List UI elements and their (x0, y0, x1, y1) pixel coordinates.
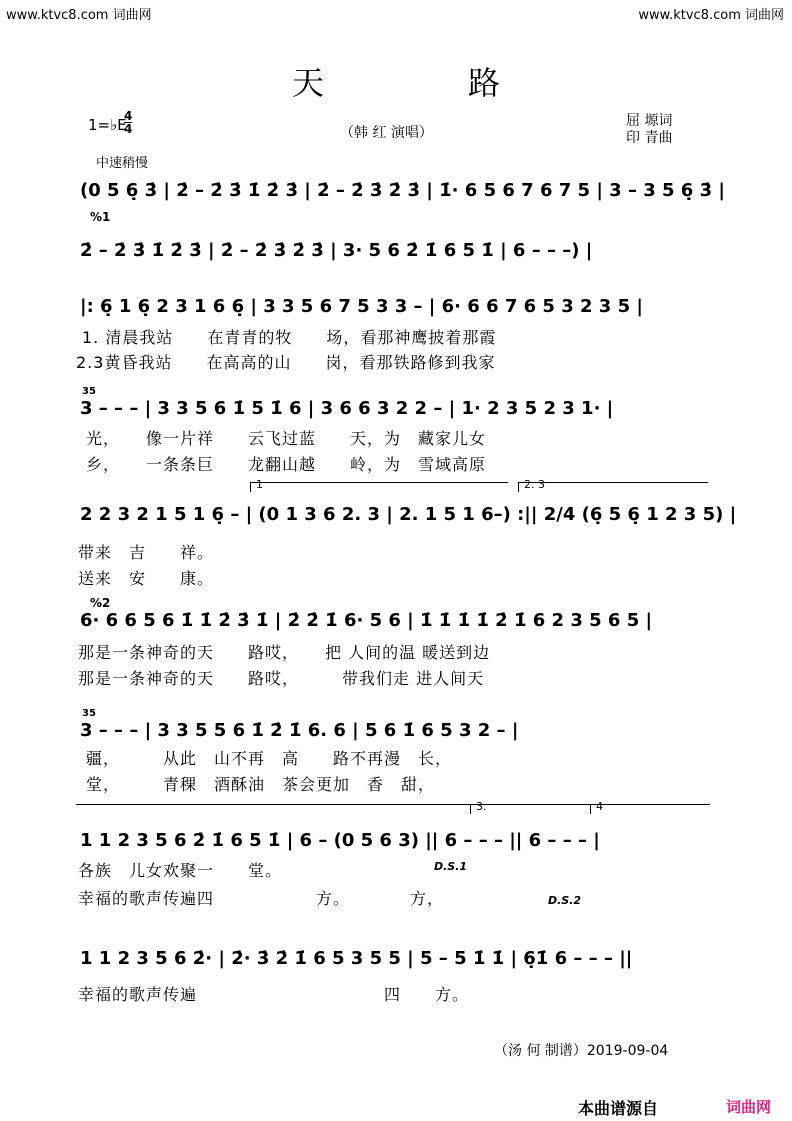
segno-mark-2: %2 (90, 596, 111, 610)
lyric-row-6-verse-2: 那是一条神奇的天 路哎， 带我们走 进人间天 (78, 669, 485, 688)
lyric-row-7-verse-1: 疆， 从此 山不再 高 路不再漫 长， (86, 749, 453, 768)
source-label: 本曲谱源自 (578, 1099, 659, 1118)
volta-4-label: 4 (596, 800, 603, 813)
brand-logo[interactable]: 词曲网 (726, 1098, 772, 1116)
key-signature: 1=♭E (88, 116, 127, 134)
transcription-credit: （汤 何 制谱）2019-09-04 (494, 1043, 669, 1059)
lyric-row-9: 幸福的歌声传遍 四 方。 (78, 985, 470, 1004)
volta-3-label: 3. (476, 800, 487, 813)
time-signature (124, 110, 132, 135)
lyricist: 屈 塬词 (626, 113, 673, 129)
lyric-row-4-verse-2: 乡， 一条条巨 龙翻山越 岭，为 雪域高原 (86, 455, 487, 474)
watermark-left: www.ktvc8.com 词曲网 (6, 8, 152, 23)
volta-bracket-2 (518, 482, 708, 483)
volta-bracket-2-tick (518, 482, 519, 492)
notation-row-1: (0 5 6̣ 3̇ | 2̇ – 2̇ 3̇ 1̇ 2̇ 3̇ | 2̇ – 2̇ 3̇ 2̇ 3̇ | 1̇· 6 5 6 7 6 7 5 | 3 – 3 5 6̣ 3̇ | (80, 180, 725, 201)
notation-row-8: 1 1 2 3 5 6 2̇ 1̇ 6 5 1̇ | 6 – (0 5 6 3) || 6 – – – || 6 – – – | (80, 830, 600, 851)
title-char-2: 路 (468, 64, 505, 102)
lyric-row-5-verse-1: 带来 吉 祥。 (78, 543, 215, 562)
volta-1-label: 1 (256, 478, 263, 491)
volta-bracket-1-tick (250, 482, 251, 492)
ds-1-mark: D.S.1 (434, 860, 468, 873)
lyric-row-5-verse-2: 送来 安 康。 (78, 569, 215, 588)
lyric-row-4-verse-1: 光， 像一片祥 云飞过蓝 天，为 藏家儿女 (86, 429, 487, 448)
notation-row-7: 3 – – – | 3 3 5 5 6 1̇ 2̇ 1̇ 6. 6 | 5 6 1̇ 6 5 3 2 – | (80, 720, 519, 741)
notation-row-2: 2̇ – 2̇ 3̇ 1̇ 2̇ 3̇ | 2̇ – 2̇ 3̇ 2̇ 3̇ | 3· 5 6 2̇ 1̇ 6 5 1̇ | 6 – – –) | (80, 240, 593, 261)
notation-row-5: 2 2 3 2 1 5 1 6̣ – | (0 1 3 6 2. 3 | 2. 1 5 1 6–) :|| 2/4 (6̣ 5 6̣ 1 2 3 5) | (80, 504, 737, 525)
section-divider (76, 804, 710, 805)
time-sig-top: 4 (124, 109, 133, 123)
time-sig-bottom: 4 (124, 122, 133, 136)
volta-2-label: 2. 3 (524, 478, 545, 491)
tempo-marking: 中速稍慢 (96, 156, 149, 171)
volta-bracket-4-tick (590, 804, 591, 814)
segno-mark-1: %1 (90, 210, 111, 224)
composer: 印 青曲 (626, 130, 673, 146)
lyric-row-7-verse-2: 堂， 青稞 酒酥油 茶会更加 香 甜， (86, 775, 436, 794)
notation-row-6: 6· 6 6 5 6 1̇ 1̇ 2̇ 3̇ 1̇ | 2̇ 2̇ 1̇ 6· 5 6 | 1̇ 1̇ 1̇ 1̇ 2̇ 1̇ 6 2 3 5 6 5 | (80, 610, 653, 631)
mark-row-7: 35 (82, 708, 96, 719)
notation-row-9: 1 1 2 3 5 6 2̇· | 2̇· 3̇ 2̇ 1̇ 6 5 3 5 5 | 5 – 5 1̇ 1̇ | 6̣1̇ 6 – – – || (80, 948, 633, 969)
lyric-row-8-verse-2: 幸福的歌声传遍四 方。 方， (78, 889, 445, 908)
volta-bracket-1 (250, 482, 508, 483)
watermark-right: www.ktvc8.com 词曲网 (638, 8, 784, 23)
volta-bracket-3-tick (470, 804, 471, 814)
lyric-row-3-verse-2: 2.3黄昏我站 在高高的山 岗，看那铁路修到我家 (76, 353, 496, 372)
title-char-1: 天 (292, 64, 329, 102)
mark-row-4: 35 (82, 386, 96, 397)
notation-row-3: |: 6̣ 1 6̣ 2 3 1 6 6̣ | 3 3 5 6 7 5 3 3 – | 6· 6 6 7 6 5 3 2 3 5 | (80, 296, 643, 317)
notation-row-4: 3 – – – | 3 3 5 6 1̇ 5 1̇ 6 | 3 6 6 3 2 2 – | 1· 2 3 5 2 3 1· | (80, 398, 614, 419)
ds-2-mark: D.S.2 (548, 894, 582, 907)
lyric-row-6-verse-1: 那是一条神奇的天 路哎， 把 人间的温 暖送到边 (78, 643, 491, 662)
lyric-row-8-verse-1: 各族 儿女欢聚一 堂。 (78, 861, 283, 880)
lyric-row-3-verse-1: 1. 清晨我站 在青青的牧 场，看那神鹰披着那霞 (82, 328, 497, 347)
performer: （韩 红 演唱） (340, 125, 433, 141)
